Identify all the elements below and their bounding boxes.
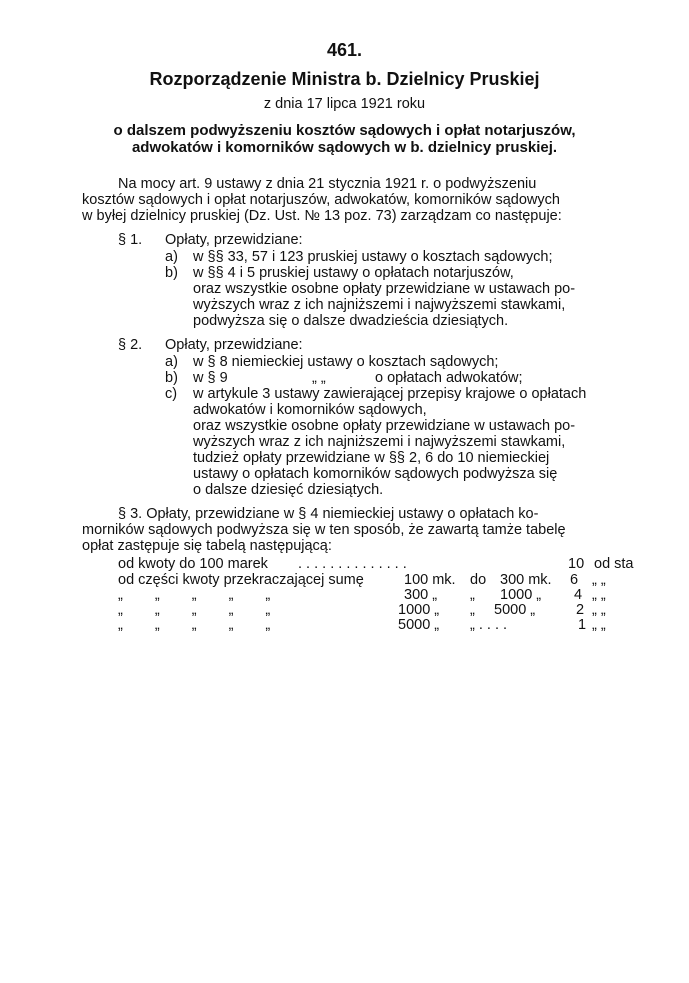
intro-line-1: Na mocy art. 9 ustawy z dnia 21 stycznia 1921 r. o podwyższeniu (118, 176, 537, 192)
par2-item-b-ditto: „ „ (312, 370, 326, 386)
table-row-from: 100 mk. (404, 572, 456, 588)
par2-cont-1: adwokatów i komorników sądowych, (193, 402, 427, 418)
table-row-desc: „ „ „ „ „ (118, 602, 271, 618)
table-row-rate: 1 (578, 617, 587, 633)
table-row (0, 573, 689, 588)
intro-line-2: kosztów sądowych i opłat notarjuszów, adwokatów, komorników sądowych (82, 192, 560, 208)
par2-item-b-text: w § 9 (193, 370, 228, 386)
document-date: z dnia 17 lipca 1921 roku (263, 96, 426, 112)
par2-cont-5: ustawy o opłatach komorników sądowych podwyższa się (193, 466, 558, 482)
table-row (0, 603, 689, 618)
document-subject-line-2: adwokatów i komorników sądowych w b. dzielnicy pruskiej. (131, 139, 558, 156)
table-row-suffix: „ „ (592, 572, 606, 588)
par2-cont-3: wyższych wraz z ich najniższemi i najwyższemi stawkami, (193, 434, 566, 450)
table-row-from: 1000 „ (398, 602, 440, 618)
table-row-dots: . . . . . . . . . . . . . . (298, 556, 407, 572)
document-title: Rozporządzenie Ministra b. Dzielnicy Pruskiej (149, 69, 540, 89)
table-row-suffix: „ „ (592, 602, 606, 618)
table-row-to: 1000 „ (500, 587, 542, 603)
table-row (0, 618, 689, 633)
par2-cont-6: o dalsze dziesięć dziesiątych. (193, 482, 384, 498)
document-number: 461. (326, 40, 363, 60)
table-row (0, 557, 689, 572)
par1-item-b-label: b) (165, 265, 178, 281)
par1-head: Opłaty, przewidziane: (165, 232, 303, 248)
table-row-to: 5000 „ (494, 602, 536, 618)
par2-item-b-label: b) (165, 370, 178, 386)
par2-head: Opłaty, przewidziane: (165, 337, 303, 353)
table-row-desc: „ „ „ „ „ (118, 587, 271, 603)
par1-item-a-label: a) (165, 249, 178, 265)
table-row-from: 300 „ (404, 587, 438, 603)
par3-line-1: § 3. Opłaty, przewidziane w § 4 niemieckiej ustawy o opłatach ko- (118, 506, 539, 522)
par2-cont-4: tudzież opłaty przewidziane w §§ 2, 6 do 10 niemieckiej (193, 450, 550, 466)
table-row-desc: od części kwoty przekraczającej sumę (118, 572, 364, 588)
table-row-rate: 10 (568, 556, 585, 572)
par2-item-a-text: w § 8 niemieckiej ustawy o kosztach sądowych; (193, 354, 499, 370)
par1-mark: § 1. (118, 232, 143, 248)
table-row-rate: 2 (576, 602, 585, 618)
par2-item-c-text: w artykule 3 ustawy zawierającej przepisy krajowe o opłatach (193, 386, 587, 402)
table-row-rate: 6 (570, 572, 579, 588)
table-row (0, 588, 689, 603)
table-row-rate: 4 (574, 587, 583, 603)
intro-line-3: w byłej dzielnicy pruskiej (Dz. Ust. № 13 poz. 73) zarządzam co następuje: (82, 208, 562, 224)
par1-item-a-text: w §§ 33, 57 i 123 pruskiej ustawy o kosztach sądowych; (193, 249, 553, 265)
par2-item-c-label: c) (165, 386, 178, 402)
par2-item-a-label: a) (165, 354, 178, 370)
par2-cont-2: oraz wszystkie osobne opłaty przewidziane w ustawach po- (193, 418, 576, 434)
par3-line-2: morników sądowych podwyższa się w ten sposób, że zawartą tamże tabelę (82, 522, 566, 538)
par1-cont-1: oraz wszystkie osobne opłaty przewidziane w ustawach po- (193, 281, 576, 297)
table-row-mid: „ . . . . (470, 617, 508, 633)
par1-cont-3: podwyższa się o dalsze dwadzieścia dziesiątych. (193, 313, 509, 329)
table-row-suffix: „ „ (592, 587, 606, 603)
table-row-from: 5000 „ (398, 617, 440, 633)
par1-cont-2: wyższych wraz z ich najniższemi i najwyższemi stawkami, (193, 297, 566, 313)
table-row-mid: „ (470, 587, 475, 603)
par2-mark: § 2. (118, 337, 143, 353)
par3-line-3: opłat zastępuje się tabelą następującą: (82, 538, 332, 554)
table-row-mid: do (470, 572, 487, 588)
table-row-desc: „ „ „ „ „ (118, 617, 271, 633)
table-row-to: 300 mk. (500, 572, 552, 588)
document-subject-line-1: o dalszem podwyższeniu kosztów sądowych i opłat notarjuszów, (113, 122, 576, 139)
table-row-desc: od kwoty do 100 marek (118, 556, 268, 572)
table-row-suffix: od sta (594, 556, 634, 572)
table-row-mid: „ (470, 602, 475, 618)
par2-item-b-rest: o opłatach adwokatów; (375, 370, 523, 386)
par1-item-b-text: w §§ 4 i 5 pruskiej ustawy o opłatach notarjuszów, (193, 265, 514, 281)
table-row-suffix: „ „ (592, 617, 606, 633)
